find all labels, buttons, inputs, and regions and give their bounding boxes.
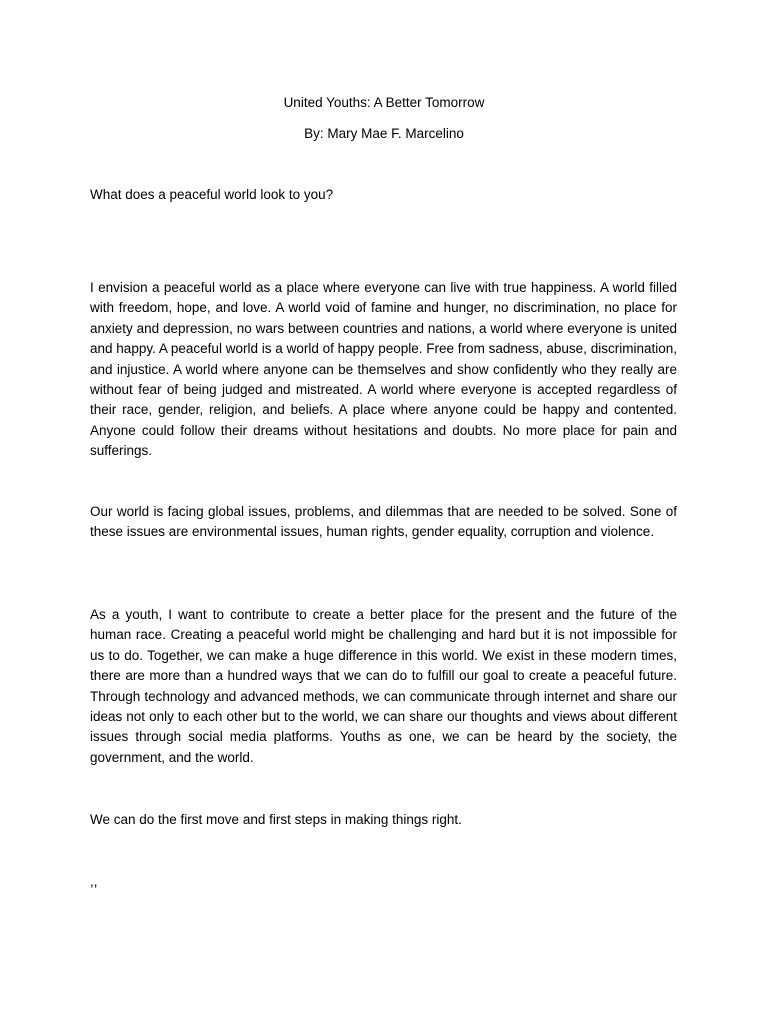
paragraph-3: As a youth, I want to contribute to create a better place for the present and the future of the human race. Creating a peaceful world might be challenging and hard but it is not impossible for us to do. Together, we can make a huge difference in this world. We exist in these modern times, there are more than a hundred ways that we can do to fulfill our goal to create a peaceful future. Through technology and advanced methods, we can communicate through internet and share our ideas not only to each other but to the world, we can share our thoughts and views about different issues through social media platforms. Youths as one, we can be heard by the society, the government, and the world.	[90, 607, 677, 765]
document-byline: By: Mary Mae F. Marcelino	[304, 126, 464, 141]
paragraph-1: I envision a peaceful world as a place where everyone can live with true happiness. A world filled with freedom, hope, and love. A world void of famine and hunger, no discrimination, no place for anxiety and depression, no wars between countries and nations, a world where everyone is united and happy. A peaceful world is a world of happy people. Free from sadness, abuse, discrimination, and injustice. A world where anyone can be themselves and show confidently who they really are without fear of being judged and mistreated. A world where everyone is accepted regardless of their race, gender, religion, and beliefs. A place where anyone could be happy and contented. Anyone could follow their dreams without hesitations and doubts. No more place for pain and sufferings.	[90, 280, 677, 459]
document-title: United Youths: A Better Tomorrow	[283, 95, 485, 110]
document-question: What does a peaceful world look to you?	[90, 187, 334, 202]
closing-line: We can do the first move and first steps in making things right.	[90, 812, 462, 827]
paragraph-2: Our world is facing global issues, problems, and dilemmas that are needed to be solved. Sone of these issues are environmental issues, human rights, gender equality, corruption and violence.	[90, 504, 677, 540]
trailing-mark: ,,	[90, 874, 98, 889]
